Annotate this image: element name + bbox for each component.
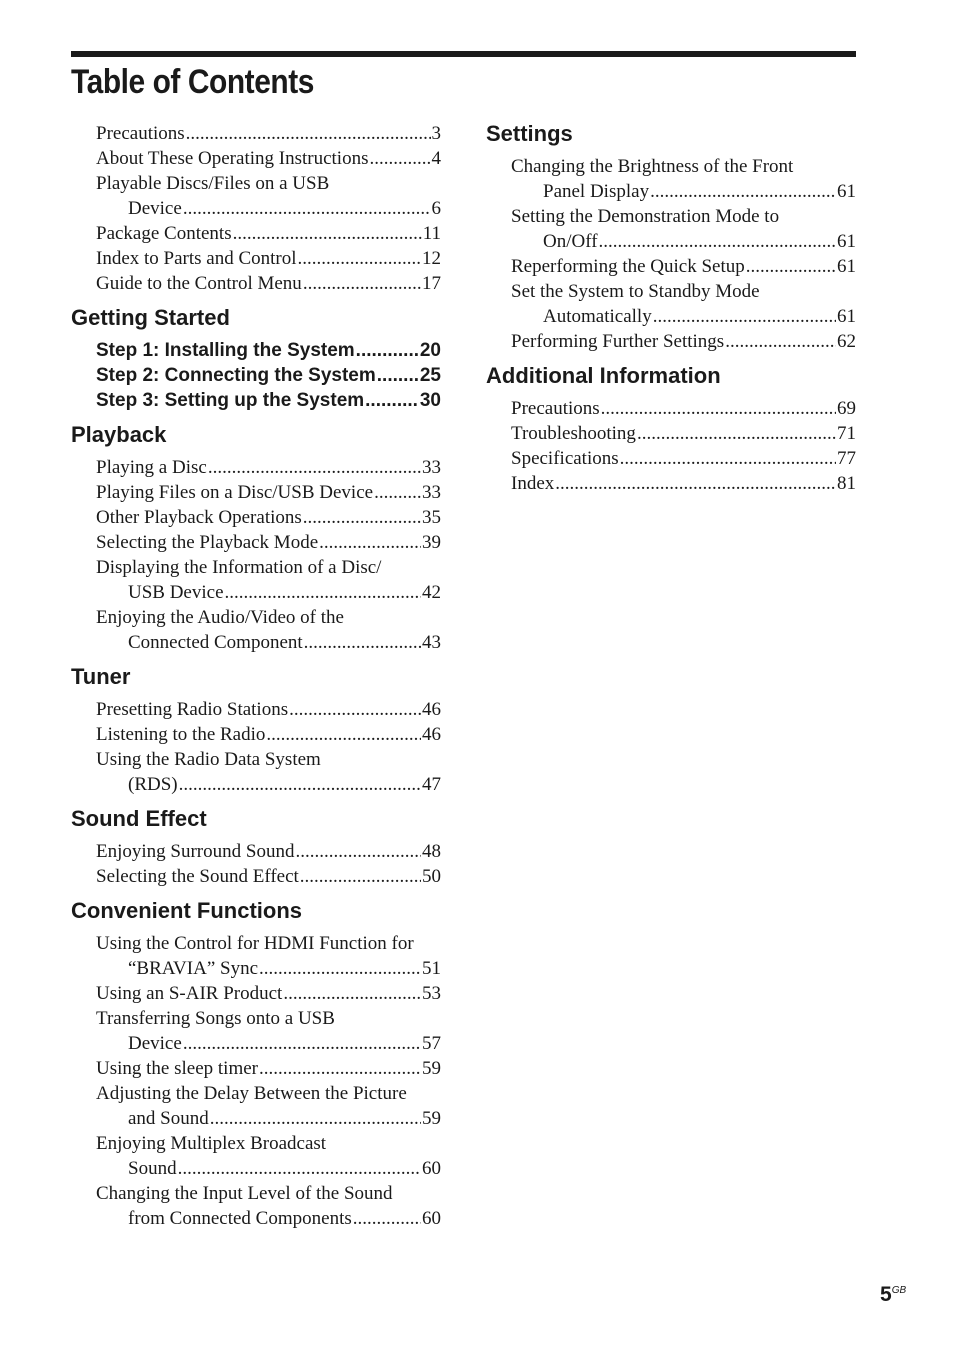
section-heading-playback: Playback [71, 422, 167, 447]
toc-entry-title: Using the sleep timer [96, 1058, 258, 1079]
convenient-functions-list [96, 931, 441, 1231]
dot-leader [295, 839, 421, 864]
toc-entry-title: “BRAVIA” Sync [128, 958, 259, 979]
tuner-list [96, 697, 441, 797]
toc-entry[interactable] [511, 471, 856, 496]
dot-leader [259, 956, 421, 981]
dot-leader [178, 1156, 421, 1181]
toc-entry-page: 33 [422, 457, 441, 478]
toc-entry-title: Step 3: Setting up the System [96, 390, 365, 411]
playback-list [96, 455, 441, 655]
left-column [71, 121, 441, 1231]
dot-leader [179, 772, 421, 797]
toc-entry-title: Presetting Radio Stations [96, 699, 289, 720]
dot-leader [259, 1056, 421, 1081]
toc-entry[interactable] [511, 329, 856, 354]
toc-entry[interactable] [96, 338, 441, 363]
dot-leader [601, 396, 836, 421]
toc-entry-title: Selecting the Playback Mode [96, 532, 319, 553]
toc-entry[interactable] [96, 271, 441, 296]
dot-leader [183, 196, 431, 221]
toc-entry-title: Using the Control for HDMI Function for [96, 933, 414, 954]
sound-effect-list [96, 839, 441, 889]
toc-entry[interactable] [96, 121, 441, 146]
toc-entry[interactable] [96, 981, 441, 1006]
dot-leader [369, 146, 430, 171]
dot-leader [266, 722, 421, 747]
toc-entry-title: (RDS) [128, 774, 178, 795]
section-heading-getting-started: Getting Started [71, 305, 230, 330]
getting-started-list [96, 338, 441, 413]
toc-entry-page: 42 [422, 582, 441, 603]
toc-entry-title: from Connected Components [128, 1208, 352, 1229]
top-rule [71, 51, 856, 57]
toc-entry-title: USB Device [128, 582, 224, 603]
dot-leader [746, 254, 836, 279]
toc-entry-page: 46 [422, 699, 441, 720]
toc-entry[interactable] [96, 1181, 441, 1231]
toc-entry[interactable] [511, 204, 856, 254]
toc-entry[interactable] [511, 421, 856, 446]
toc-entry-page: 47 [422, 774, 441, 795]
toc-entry-title: Package Contents [96, 223, 232, 244]
dot-leader [233, 221, 422, 246]
section-heading-tuner: Tuner [71, 664, 131, 689]
toc-entry[interactable] [96, 221, 441, 246]
toc-entry-page: 61 [837, 181, 856, 202]
toc-entry-title: Step 2: Connecting the System [96, 365, 376, 386]
toc-entry-title: Transferring Songs onto a USB [96, 1008, 335, 1029]
toc-entry-page: 81 [837, 473, 856, 494]
dot-leader [298, 246, 421, 271]
toc-entry-page: 60 [422, 1158, 441, 1179]
section-heading-settings: Settings [486, 121, 573, 146]
toc-entry-page: 61 [837, 256, 856, 277]
page-number-value: 5 [880, 1283, 892, 1306]
toc-entry-page: 77 [837, 448, 856, 469]
toc-entry-title: About These Operating Instructions [96, 148, 369, 169]
dot-leader [186, 121, 431, 146]
toc-entry[interactable] [511, 254, 856, 279]
toc-entry-page: 39 [422, 532, 441, 553]
dot-leader [650, 179, 836, 204]
toc-entry-title: Other Playback Operations [96, 507, 302, 528]
toc-entry-page: 3 [431, 123, 441, 144]
toc-entry-page: 20 [419, 340, 441, 361]
toc-entry-title: Precautions [96, 123, 185, 144]
toc-entry-title: and Sound [128, 1108, 209, 1129]
toc-entry-title: Automatically [543, 306, 652, 327]
section-heading-additional-information: Additional Information [486, 363, 721, 388]
toc-entry-page: 17 [422, 273, 441, 294]
toc-entry-page: 50 [422, 866, 441, 887]
toc-entry[interactable] [96, 747, 441, 797]
toc-entry[interactable] [96, 246, 441, 271]
toc-entry[interactable] [96, 839, 441, 864]
dot-leader [319, 530, 421, 555]
toc-entry[interactable] [96, 388, 441, 413]
toc-entry[interactable] [511, 396, 856, 421]
toc-entry-page: 11 [422, 223, 441, 244]
toc-entry-title: Playing a Disc [96, 457, 207, 478]
toc-entry-page: 69 [837, 398, 856, 419]
dot-leader [377, 363, 419, 388]
section-heading-convenient-functions: Convenient Functions [71, 898, 302, 923]
toc-entry-title: Enjoying Multiplex Broadcast [96, 1133, 327, 1154]
dot-leader [225, 580, 421, 605]
toc-entry-title: Performing Further Settings [511, 331, 725, 352]
toc-entry-title: Enjoying Surround Sound [96, 841, 295, 862]
toc-entry-title: Device [128, 198, 182, 219]
toc-entry-title: Specifications [511, 448, 619, 469]
dot-leader [555, 471, 836, 496]
toc-entry-title: Enjoying the Audio/Video of the [96, 607, 344, 628]
toc-entry-title: Guide to the Control Menu [96, 273, 302, 294]
toc-entry-page: 62 [837, 331, 856, 352]
dot-leader [283, 981, 421, 1006]
toc-entry[interactable] [96, 363, 441, 388]
toc-entry[interactable] [96, 555, 441, 605]
toc-entry[interactable] [96, 864, 441, 889]
toc-entry[interactable] [96, 697, 441, 722]
toc-entry-page: 51 [422, 958, 441, 979]
toc-entry-title: Set the System to Standby Mode [511, 281, 760, 302]
toc-entry-title: Playable Discs/Files on a USB [96, 173, 330, 194]
dot-leader [304, 630, 421, 655]
toc-entry-title: Using an S-AIR Product [96, 983, 283, 1004]
dot-leader [620, 446, 836, 471]
toc-entry-title: Connected Component [128, 632, 303, 653]
toc-entry-title: Precautions [511, 398, 600, 419]
dot-leader [365, 388, 419, 413]
toc-entry-page: 59 [422, 1108, 441, 1129]
toc-entry-title: Using the Radio Data System [96, 749, 321, 770]
toc-entry-page: 60 [422, 1208, 441, 1229]
toc-entry[interactable] [96, 530, 441, 555]
toc-entry[interactable] [511, 154, 856, 204]
toc-entry-title: Changing the Brightness of the Front [511, 156, 794, 177]
dot-leader [300, 864, 421, 889]
toc-entry-page: 4 [431, 148, 441, 169]
page-title: Table of Contents [71, 63, 314, 101]
toc-entry-page: 48 [422, 841, 441, 862]
toc-entry[interactable] [96, 1131, 441, 1181]
dot-leader [210, 1106, 421, 1131]
toc-entry[interactable] [96, 146, 441, 171]
toc-entry-title: Displaying the Information of a Disc/ [96, 557, 382, 578]
toc-entry-page: 57 [422, 1033, 441, 1054]
dot-leader [653, 304, 836, 329]
toc-entry-title: On/Off [543, 231, 598, 252]
dot-leader [599, 229, 836, 254]
toc-entry-page: 33 [422, 482, 441, 503]
right-column [486, 121, 856, 496]
toc-entry[interactable] [96, 505, 441, 530]
dot-leader [374, 480, 421, 505]
additional-information-list [511, 396, 856, 496]
toc-entry-title: Sound [128, 1158, 177, 1179]
toc-entry-title: Troubleshooting [511, 423, 636, 444]
dot-leader [208, 455, 421, 480]
toc-entry-page: 35 [422, 507, 441, 528]
settings-list [511, 154, 856, 354]
toc-entry-title: Listening to the Radio [96, 724, 266, 745]
toc-entry-page: 30 [419, 390, 441, 411]
toc-entry[interactable] [96, 1081, 441, 1131]
dot-leader [725, 329, 836, 354]
toc-entry-title: Selecting the Sound Effect [96, 866, 299, 887]
section-heading-sound-effect: Sound Effect [71, 806, 207, 831]
toc-entry-title: Device [128, 1033, 182, 1054]
toc-entry-title: Changing the Input Level of the Sound [96, 1183, 393, 1204]
page-number [880, 1283, 906, 1307]
toc-entry[interactable] [96, 1056, 441, 1081]
dot-leader [353, 1206, 421, 1231]
toc-entry-title: Adjusting the Delay Between the Picture [96, 1083, 407, 1104]
toc-entry[interactable] [96, 722, 441, 747]
intro-list [96, 121, 441, 296]
toc-entry[interactable] [96, 931, 441, 981]
toc-entry[interactable] [96, 171, 441, 221]
toc-entry[interactable] [96, 480, 441, 505]
toc-entry-page: 46 [422, 724, 441, 745]
toc-entry-title: Setting the Demonstration Mode to [511, 206, 780, 227]
toc-entry[interactable] [96, 605, 441, 655]
toc-entry-page: 59 [422, 1058, 441, 1079]
toc-entry[interactable] [96, 455, 441, 480]
dot-leader [303, 505, 421, 530]
toc-entry-title: Step 1: Installing the System [96, 340, 355, 361]
toc-entry-title: Index to Parts and Control [96, 248, 297, 269]
dot-leader [289, 697, 421, 722]
toc-entry-title: Reperforming the Quick Setup [511, 256, 745, 277]
toc-entry-page: 61 [837, 231, 856, 252]
dot-leader [637, 421, 836, 446]
page-number-suffix: GB [891, 1285, 907, 1296]
toc-entry-page: 25 [419, 365, 441, 386]
toc-entry-page: 71 [837, 423, 856, 444]
toc-entry-page: 61 [837, 306, 856, 327]
toc-entry-page: 12 [422, 248, 441, 269]
toc-entry[interactable] [511, 446, 856, 471]
dot-leader [183, 1031, 421, 1056]
dot-leader [303, 271, 421, 296]
toc-entry-title: Index [511, 473, 555, 494]
toc-entry-title: Panel Display [543, 181, 650, 202]
dot-leader [356, 338, 419, 363]
toc-entry[interactable] [511, 279, 856, 329]
toc-entry-page: 43 [422, 632, 441, 653]
toc-entry-page: 6 [431, 198, 441, 219]
toc-entry-page: 53 [422, 983, 441, 1004]
toc-entry-title: Playing Files on a Disc/USB Device [96, 482, 374, 503]
toc-entry[interactable] [96, 1006, 441, 1056]
